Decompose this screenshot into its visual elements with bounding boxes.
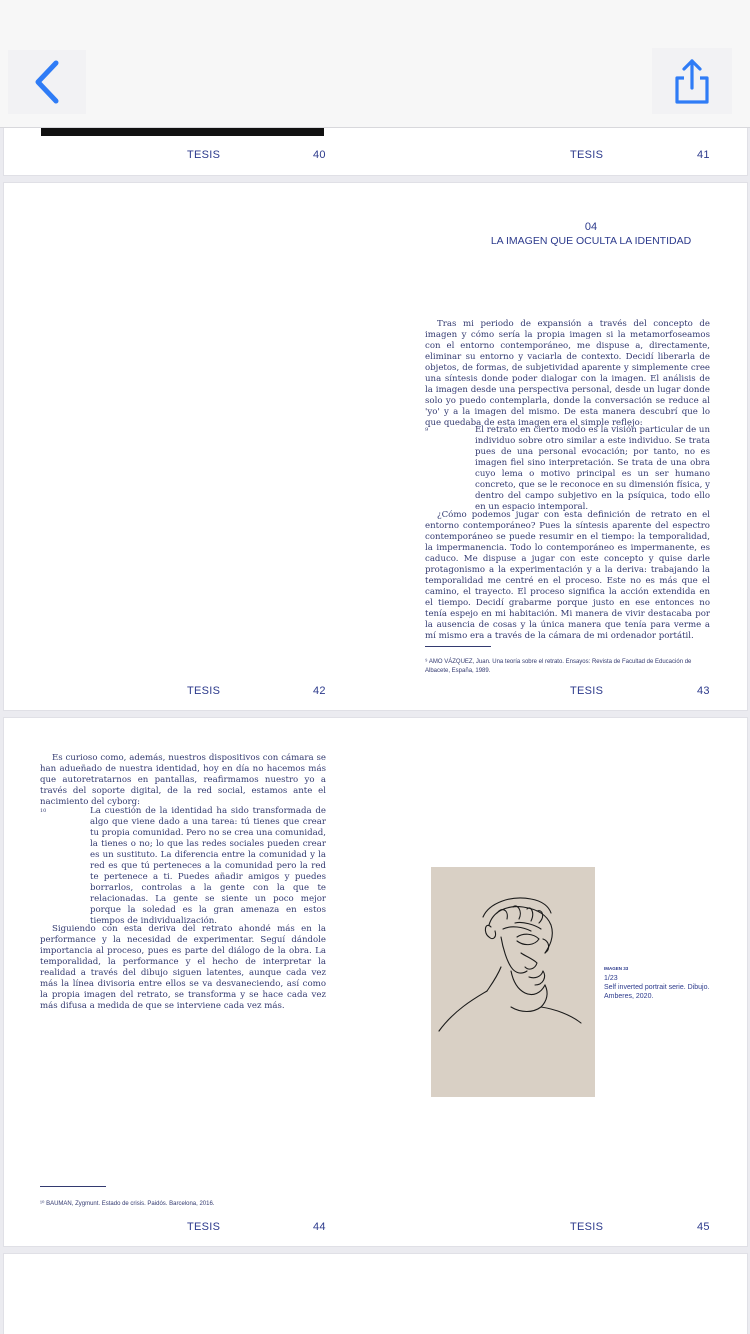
page-footer-label: TESIS xyxy=(187,149,221,161)
footnote: ¹⁰ BAUMAN, Zygmunt. Estado de crisis. Paidós. Barcelona, 2016. xyxy=(40,1201,215,1207)
body-paragraph: ¿Cómo podemos jugar con esta definición de retrato en el entorno contemporáneo? Pues la síntesis aparente del espectro contemporáneo se puede resumir en el tiempo: la temporalidad, la impermanencia. Todo lo contemporáneo es impermanente, es caduco. Me dispuse a jugar con este concepto y quise darle protagonismo a la experimentación y a la deriva: trabajando la temporalidad me centré en el proceso. Este no es más que el camino, el trayecto. El proceso significa la acción extendida en el tiempo. Decidí grabarme porque justo en ese entonces no tenía espejo en mi habitación. Mi manera de vivir destacaba por la ausencia de cosas y la única manera que tenía para verme a mí mismo era a través de la cámara de mi ordenador portátil. xyxy=(425,510,710,641)
body-paragraph: Es curioso como, además, nuestros dispositivos con cámara se han adueñado de nuestra identidad, hoy en día no hacemos más que autoretratarnos en pantallas, reafirmamos nuestro yo a través del soporte digital, de la red social, estamos ante el nacimiento del cyborg: xyxy=(40,753,326,807)
figure-description: Self inverted portrait serie. Dibujo. Amberes, 2020. xyxy=(604,984,710,1000)
page-footer-label: TESIS xyxy=(570,149,604,161)
share-icon xyxy=(671,56,713,106)
page-number: 41 xyxy=(697,149,710,161)
figure-number: 1/23 xyxy=(604,975,618,982)
page-number: 44 xyxy=(313,1221,326,1233)
footnote-divider xyxy=(40,1186,106,1187)
navigation-bar xyxy=(0,0,750,128)
page-number: 43 xyxy=(697,685,710,697)
chevron-left-icon xyxy=(32,59,62,105)
chapter-title: LA IMAGEN QUE OCULTA LA IDENTIDAD xyxy=(490,235,692,247)
portrait-sketch xyxy=(431,867,595,1097)
page-footer-label: TESIS xyxy=(187,1221,221,1233)
body-paragraph: Siguiendo con esta deriva del retrato ahondé más en la performance y la necesidad de experimentar. Seguí dándole importancia al proceso, pues es parte del diálogo de la obra. La temporalidad, la performance y el hecho de interpretar la realidad a través del dibujo siguen latentes, aunque cada vez más la línea divisoria entre ellos se va desvaneciendo, así como la propia imagen del retrato, se transforma y se hace cada vez más difusa a medida de que se interviene cada vez más. xyxy=(40,924,326,1011)
footnote-marker: 10 xyxy=(40,808,47,814)
page-footer-label: TESIS xyxy=(570,1221,604,1233)
block-quote: El retrato en cierto modo es la visión particular de un individuo sobre otro similar a este individuo. Se trata pues de una personal evocación; por tanto, no es imagen fiel sino interpretación. Se trata de una obra cuyo lema o motivo principal es un ser humano concreto, que se le reconoce en su dimensión física, y dentro del campo subjetivo en la psíquica, todo ello en un espacio intemporal. xyxy=(475,425,710,512)
figure-label: IMAGEN 33 xyxy=(604,966,629,971)
page-image-fragment xyxy=(41,128,324,136)
page-number: 45 xyxy=(697,1221,710,1233)
status-bar xyxy=(0,0,750,50)
page-footer-label: TESIS xyxy=(570,685,604,697)
figure-caption xyxy=(604,966,716,1001)
footnote-divider xyxy=(425,646,491,647)
page-spread-40-41[interactable] xyxy=(4,128,747,175)
footnote-marker: 9 xyxy=(425,427,429,433)
chapter-number: 04 xyxy=(584,221,598,233)
share-button[interactable] xyxy=(652,48,732,114)
page-number: 40 xyxy=(313,149,326,161)
body-paragraph: Tras mi periodo de expansión a través del concepto de imagen y cómo sería la propia imagen si la metamorfoseamos con el entorno contemporáneo, me dispuse a, directamente, eliminar su entorno y vaciarla de contexto. Decidí liberarla de objetos, de formas, de subjetividad aparente y simplemente cree una síntesis donde poder dialogar con la imagen. El análisis de la imagen desde una perspectiva personal, desde un lugar donde solo yo puedo contemplarla, donde la conversación se reduce al 'yo' y a la imagen del mismo. De esta manera descubrí que lo que quedaba de esta imagen era el simple reflejo: xyxy=(425,319,710,428)
chapter-heading xyxy=(466,221,716,247)
portrait-drawing-image xyxy=(431,867,595,1097)
page-footer-label: TESIS xyxy=(187,685,221,697)
back-button[interactable] xyxy=(8,50,86,114)
page-number: 42 xyxy=(313,685,326,697)
block-quote: La cuestión de la identidad ha sido transformada de algo que viene dado a una tarea: tú tienes que crear tu propia comunidad. Pero no se crea una comunidad, la tienes o no; lo que las redes sociales pueden crear es un sustituto. La diferencia entre la comunidad y la red es que tú perteneces a la comunidad pero la red te pertenece a ti. Puedes añadir amigos y puedes borrarlos, controlas a la gente con la que te relacionadas. La gente se siente un poco mejor porque la soledad es la gran amenaza en estos tiempos de individualización. xyxy=(90,806,326,926)
page-spread-46-47[interactable] xyxy=(4,1254,747,1334)
page-spread-42-43[interactable] xyxy=(4,183,747,710)
page-spread-44-45[interactable] xyxy=(4,718,747,1246)
footnote: ⁹ AMO VÁZQUEZ, Juan. Una teoría sobre el retrato. Ensayos: Revista de Facultad de Educación de Albacete, España, 1989. xyxy=(425,659,692,674)
